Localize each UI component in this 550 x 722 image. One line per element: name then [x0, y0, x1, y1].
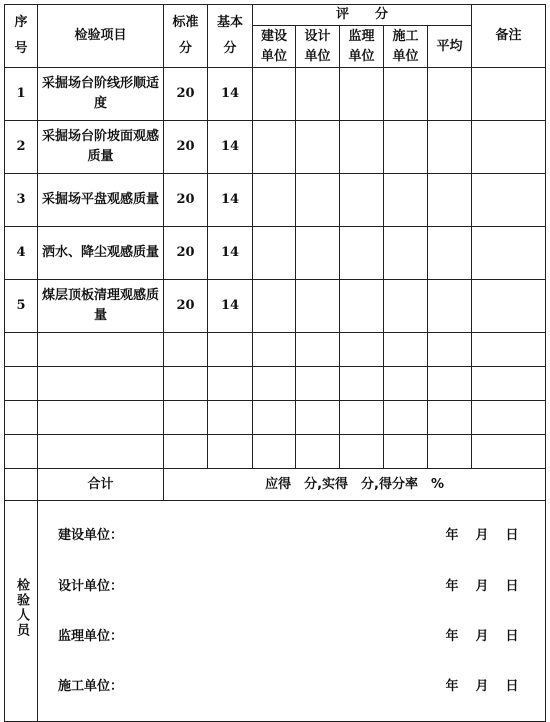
total-label: 合计: [38, 469, 164, 501]
empty-cell[interactable]: [38, 401, 164, 435]
row-basic: 14: [208, 280, 253, 333]
row-basic: 14: [208, 121, 253, 174]
score-cell[interactable]: [253, 121, 296, 174]
score-cell[interactable]: [253, 174, 296, 227]
score-cell[interactable]: [340, 280, 384, 333]
empty-cell[interactable]: [340, 401, 384, 435]
signature-row-design[interactable]: [38, 576, 545, 598]
empty-cell[interactable]: [296, 367, 340, 401]
empty-cell[interactable]: [208, 333, 253, 367]
empty-row: [5, 333, 546, 367]
date-day: 日: [505, 579, 519, 594]
row-item: 洒水、降尘观感质量: [38, 227, 164, 280]
score-cell[interactable]: [253, 227, 296, 280]
row-seq: 1: [5, 68, 38, 121]
empty-cell[interactable]: [164, 367, 208, 401]
inspectors-row: [5, 501, 546, 722]
remarks-cell[interactable]: [472, 174, 546, 227]
header-seq: 序号: [5, 5, 38, 68]
header-design-unit: 设计单位: [296, 26, 340, 68]
score-cell[interactable]: [384, 121, 428, 174]
header-remarks: 备注: [472, 5, 546, 68]
row-item: 采掘场平盘观感质量: [38, 174, 164, 227]
score-cell[interactable]: [428, 174, 472, 227]
header-average: 平均: [428, 26, 472, 68]
inspectors-label: 检验人员: [14, 577, 29, 638]
header-row: [5, 5, 546, 26]
score-cell[interactable]: [296, 121, 340, 174]
empty-cell[interactable]: [340, 435, 384, 469]
empty-cell[interactable]: [384, 367, 428, 401]
row-basic: 14: [208, 227, 253, 280]
empty-cell[interactable]: [208, 401, 253, 435]
empty-cell[interactable]: [5, 435, 38, 469]
date-month: 月: [475, 679, 489, 694]
empty-cell[interactable]: [428, 333, 472, 367]
score-cell[interactable]: [384, 68, 428, 121]
score-cell[interactable]: [428, 280, 472, 333]
date-day: 日: [505, 629, 519, 644]
score-cell[interactable]: [296, 227, 340, 280]
empty-row: [5, 435, 546, 469]
empty-cell[interactable]: [38, 367, 164, 401]
row-seq: 4: [5, 227, 38, 280]
empty-cell[interactable]: [384, 435, 428, 469]
score-cell[interactable]: [253, 68, 296, 121]
total-text[interactable]: 应得 分,实得 分,得分率 %: [164, 469, 546, 501]
row-item: 煤层顶板清理观感质量: [38, 280, 164, 333]
row-item: 采掘场台阶线形顺适度: [38, 68, 164, 121]
date-day: 日: [505, 679, 519, 694]
row-standard: 20: [164, 68, 208, 121]
score-cell[interactable]: [340, 121, 384, 174]
empty-cell[interactable]: [253, 367, 296, 401]
header-score-group: 评 分: [253, 5, 472, 26]
empty-row: [5, 367, 546, 401]
empty-cell[interactable]: [164, 333, 208, 367]
score-cell[interactable]: [296, 280, 340, 333]
empty-cell[interactable]: [472, 367, 546, 401]
empty-cell[interactable]: [340, 367, 384, 401]
empty-cell[interactable]: [5, 333, 38, 367]
remarks-cell[interactable]: [472, 227, 546, 280]
empty-cell[interactable]: [384, 333, 428, 367]
score-cell[interactable]: [340, 174, 384, 227]
empty-row: [5, 401, 546, 435]
empty-cell[interactable]: [428, 435, 472, 469]
empty-cell[interactable]: [296, 333, 340, 367]
row-standard: 20: [164, 280, 208, 333]
signature-unit: 监理单位：: [58, 629, 124, 644]
empty-cell[interactable]: [164, 435, 208, 469]
empty-cell[interactable]: [472, 333, 546, 367]
empty-cell[interactable]: [296, 435, 340, 469]
empty-cell[interactable]: [340, 333, 384, 367]
score-cell[interactable]: [428, 68, 472, 121]
row-standard: 20: [164, 174, 208, 227]
signature-date[interactable]: [437, 676, 527, 698]
header-basic-score: 基本分: [208, 5, 253, 68]
empty-cell[interactable]: [472, 435, 546, 469]
signature-list: [38, 501, 545, 721]
remarks-cell[interactable]: [472, 68, 546, 121]
signature-date[interactable]: [437, 626, 527, 648]
date-month: 月: [475, 579, 489, 594]
score-cell[interactable]: [296, 174, 340, 227]
signature-row-supervision[interactable]: [38, 626, 545, 648]
empty-cell[interactable]: [38, 333, 164, 367]
header-contractor-unit: 施工单位: [384, 26, 428, 68]
score-cell[interactable]: [340, 68, 384, 121]
score-cell[interactable]: [428, 121, 472, 174]
date-year: 年: [445, 629, 459, 644]
table-row: [5, 121, 546, 174]
table-row: [5, 174, 546, 227]
empty-cell[interactable]: [253, 401, 296, 435]
score-cell[interactable]: [296, 68, 340, 121]
table-row: [5, 280, 546, 333]
date-year: 年: [445, 579, 459, 594]
signature-row-construction[interactable]: [38, 525, 545, 547]
empty-cell[interactable]: [296, 401, 340, 435]
row-item: 采掘场台阶坡面观感质量: [38, 121, 164, 174]
empty-cell[interactable]: [428, 367, 472, 401]
remarks-cell[interactable]: [472, 280, 546, 333]
empty-cell[interactable]: [428, 401, 472, 435]
row-seq: 2: [5, 121, 38, 174]
signature-date[interactable]: [437, 525, 527, 547]
table-row: [5, 227, 546, 280]
inspection-form: [4, 4, 546, 722]
signature-unit: 设计单位：: [58, 579, 124, 594]
empty-cell[interactable]: [472, 401, 546, 435]
score-cell[interactable]: [384, 174, 428, 227]
empty-cell[interactable]: [208, 435, 253, 469]
total-seq-cell: [5, 469, 38, 501]
row-basic: 14: [208, 174, 253, 227]
score-cell[interactable]: [340, 227, 384, 280]
table-row: [5, 68, 546, 121]
signature-area: [38, 501, 546, 722]
date-month: 月: [475, 528, 489, 543]
score-cell[interactable]: [384, 280, 428, 333]
date-day: 日: [505, 528, 519, 543]
row-seq: 3: [5, 174, 38, 227]
row-basic: 14: [208, 68, 253, 121]
empty-cell[interactable]: [208, 367, 253, 401]
signature-row-contractor[interactable]: [38, 676, 545, 698]
empty-cell[interactable]: [38, 435, 164, 469]
signature-unit: 施工单位：: [58, 679, 124, 694]
header-item: 检验项目: [38, 5, 164, 68]
inspection-table: [4, 4, 546, 722]
row-seq: 5: [5, 280, 38, 333]
date-year: 年: [445, 679, 459, 694]
signature-date[interactable]: [437, 576, 527, 598]
score-cell[interactable]: [384, 227, 428, 280]
score-cell[interactable]: [428, 227, 472, 280]
header-construction-unit: 建设单位: [253, 26, 296, 68]
empty-cell[interactable]: [384, 401, 428, 435]
header-supervision-unit: 监理单位: [340, 26, 384, 68]
date-month: 月: [475, 629, 489, 644]
remarks-cell[interactable]: [472, 121, 546, 174]
total-row: [5, 469, 546, 501]
empty-cell[interactable]: [253, 333, 296, 367]
empty-cell[interactable]: [164, 401, 208, 435]
header-standard-score: 标准分: [164, 5, 208, 68]
empty-cell[interactable]: [5, 401, 38, 435]
score-cell[interactable]: [253, 280, 296, 333]
date-year: 年: [445, 528, 459, 543]
empty-cell[interactable]: [5, 367, 38, 401]
row-standard: 20: [164, 227, 208, 280]
row-standard: 20: [164, 121, 208, 174]
signature-unit: 建设单位：: [58, 528, 124, 543]
inspectors-label-cell: [5, 501, 38, 722]
empty-cell[interactable]: [253, 435, 296, 469]
